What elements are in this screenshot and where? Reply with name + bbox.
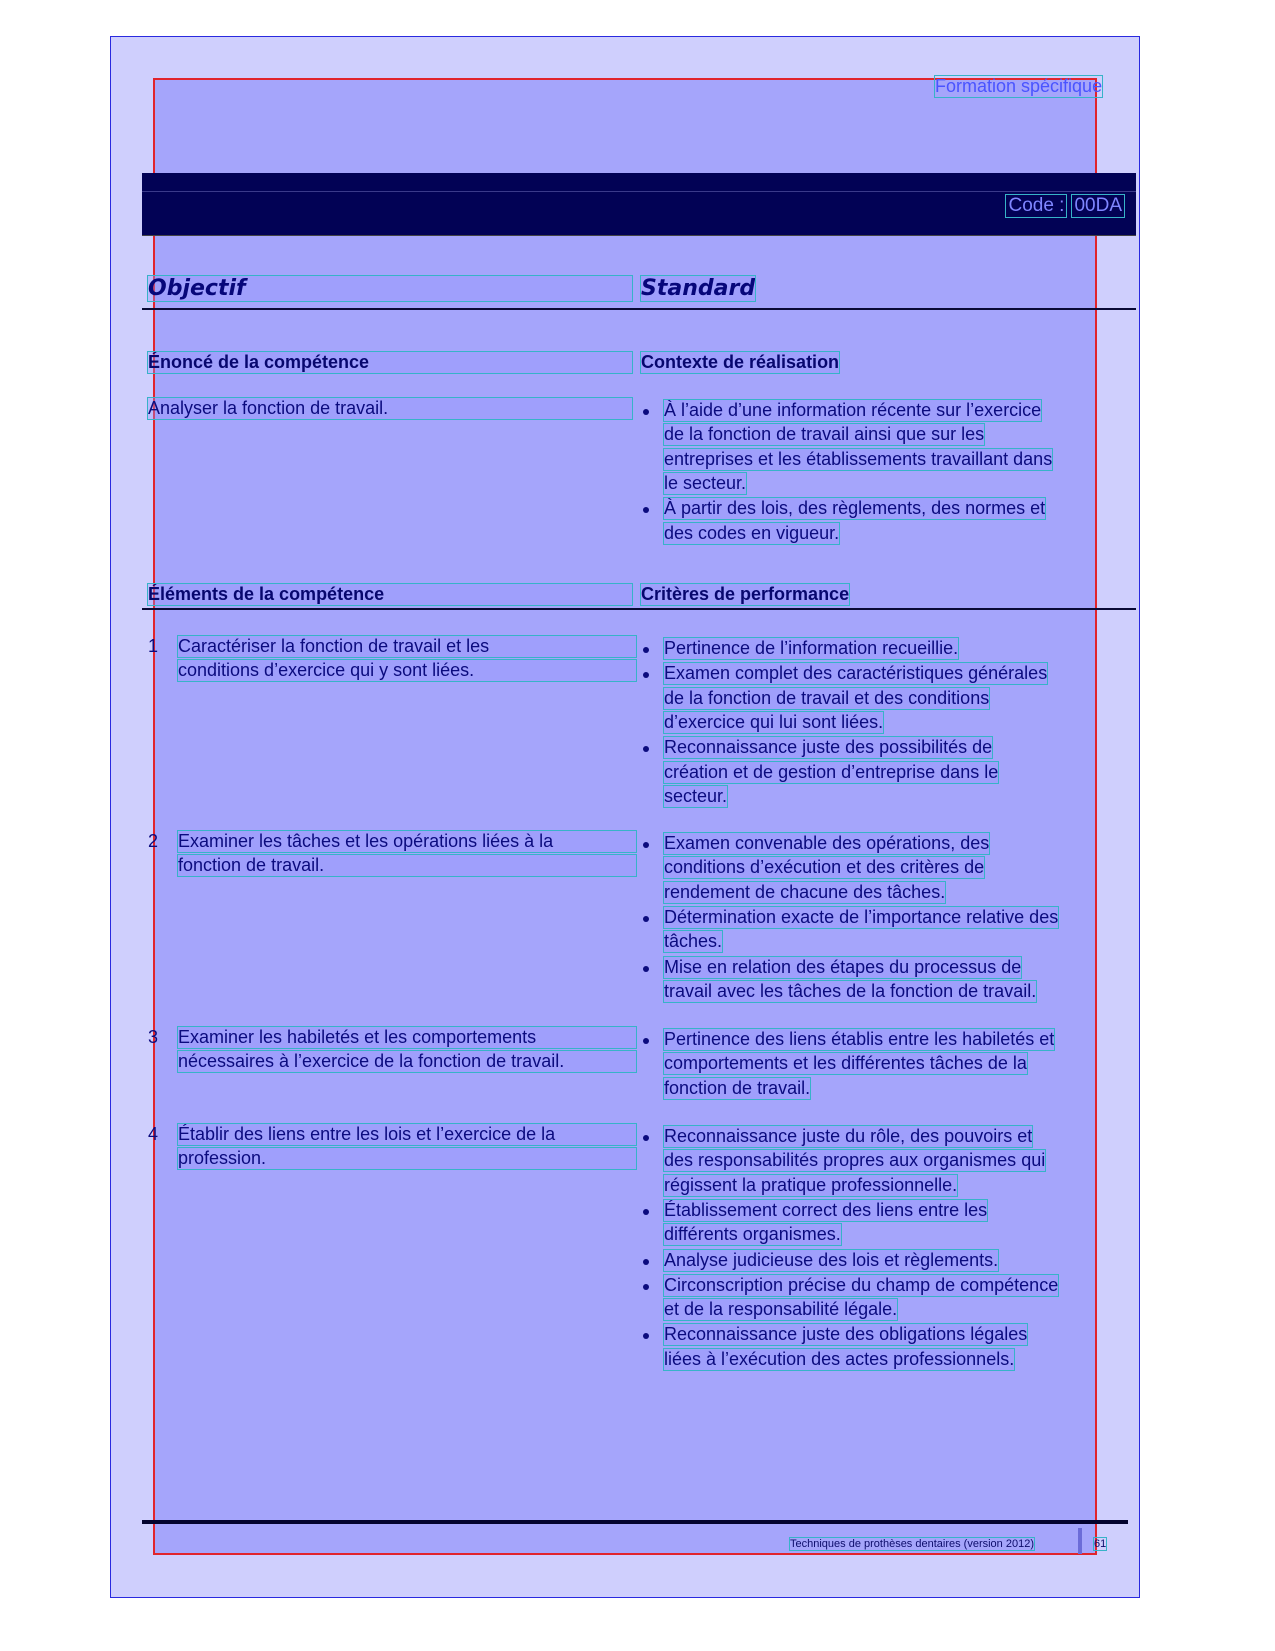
criterion-line: Pertinence de l’information recueillie.: [664, 638, 959, 658]
bullet-icon: [643, 409, 649, 415]
criterion-line: Détermination exacte de l’importance relative des: [664, 906, 1059, 927]
criterion-line: des responsabilités propres aux organismes qui: [664, 1150, 1046, 1171]
criterion-line: création et de gestion d’entreprise dans le: [664, 761, 999, 782]
document-category: Formation spécifique: [935, 76, 1103, 96]
criterion-line: Analyse judicieuse des lois et règlements.: [664, 1249, 999, 1270]
element-text-line: nécessaires à l’exercice de la fonction de travail.: [178, 1051, 636, 1072]
criterion-line: secteur.: [664, 785, 728, 806]
element-text-line: profession.: [178, 1148, 636, 1169]
criterion-line: Circonscription précise du champ de compétence: [664, 1274, 1059, 1295]
bullet-icon: [643, 1038, 649, 1044]
criterion-line: différents organismes.: [664, 1224, 841, 1245]
element-text-line: Caractériser la fonction de travail et les: [178, 636, 636, 657]
criterion-line: d’exercice qui lui sont liées.: [664, 711, 884, 732]
criterion-line: fonction de travail.: [664, 1077, 811, 1098]
bullet-icon: [643, 916, 649, 922]
criterion-line: tâches.: [664, 931, 723, 952]
context-line: À l’aide d’une information récente sur l’exercice: [664, 400, 1042, 420]
criterion-line: liées à l’exécution des actes professionnels.: [664, 1348, 1015, 1369]
bullet-icon: [643, 1284, 649, 1290]
element-text-line: conditions d’exercice qui y sont liées.: [178, 660, 636, 681]
objectif-title: Objectif: [148, 276, 632, 301]
criterion-line: Examen complet des caractéristiques générales: [664, 663, 1048, 684]
criterion-line: Reconnaissance juste des obligations légales: [664, 1324, 1028, 1345]
criterion-line: conditions d’exécution et des critères de: [664, 857, 985, 878]
element-text-line: Examiner les habiletés et les comportements: [178, 1027, 636, 1048]
header-band: [142, 173, 1136, 236]
context-line: entreprises et les établissements travaillant dans: [664, 448, 1053, 469]
bullet-icon: [643, 1135, 649, 1141]
context-line: le secteur.: [664, 472, 747, 493]
header-line: [142, 191, 1136, 192]
competence-statement: Analyser la fonction de travail.: [148, 398, 632, 419]
footer-separator: [1078, 1528, 1082, 1554]
elements-heading: Éléments de la compétence: [148, 584, 632, 605]
code-label: Code :: [1008, 195, 1065, 216]
element-number: 3: [148, 1027, 159, 1047]
context-line: des codes en vigueur.: [664, 522, 840, 543]
criterion-line: régissent la pratique professionnelle.: [664, 1174, 958, 1195]
element-number: 4: [148, 1124, 159, 1144]
bullet-icon: [643, 966, 649, 972]
contexte-heading: Contexte de réalisation: [641, 352, 840, 372]
title-rule: [142, 308, 1136, 310]
element-text-line: Examiner les tâches et les opérations liées à la: [178, 831, 636, 852]
criteres-heading: Critères de performance: [641, 584, 850, 604]
elements-rule: [142, 608, 1136, 610]
criterion-line: et de la responsabilité légale.: [664, 1299, 898, 1320]
criterion-line: Reconnaissance juste du rôle, des pouvoirs et: [664, 1126, 1033, 1146]
bullet-icon: [643, 647, 649, 653]
criterion-line: Mise en relation des étapes du processus de: [664, 956, 1022, 977]
context-line: À partir des lois, des règlements, des normes et: [664, 498, 1046, 519]
bullet-icon: [643, 1259, 649, 1265]
criterion-line: Reconnaissance juste des possibilités de: [664, 737, 993, 758]
enonce-heading: Énoncé de la compétence: [148, 352, 632, 373]
program-code: [1006, 195, 1124, 217]
criterion-line: Établissement correct des liens entre les: [664, 1199, 988, 1220]
criterion-line: Pertinence des liens établis entre les habiletés et: [664, 1029, 1055, 1049]
page-number: 61: [1094, 1538, 1107, 1550]
criterion-line: de la fonction de travail et des conditions: [664, 687, 990, 708]
criterion-line: travail avec les tâches de la fonction de travail.: [664, 980, 1037, 1001]
element-number: 1: [148, 636, 159, 656]
element-number: 2: [148, 831, 159, 851]
footer-rule: [142, 1520, 1128, 1524]
code-value: 00DA: [1074, 195, 1122, 216]
bullet-icon: [643, 842, 649, 848]
bullet-icon: [643, 1209, 649, 1215]
criterion-line: rendement de chacune des tâches.: [664, 881, 946, 902]
context-line: de la fonction de travail ainsi que sur les: [664, 424, 985, 445]
element-text-line: fonction de travail.: [178, 855, 636, 876]
footer-program: Techniques de prothèses dentaires (version 2012): [790, 1538, 1034, 1550]
standard-title: Standard: [641, 276, 756, 301]
criterion-line: Examen convenable des opérations, des: [664, 833, 990, 853]
criterion-line: comportements et les différentes tâches de la: [664, 1053, 1027, 1074]
element-text-line: Établir des liens entre les lois et l’exercice de la: [178, 1124, 636, 1145]
